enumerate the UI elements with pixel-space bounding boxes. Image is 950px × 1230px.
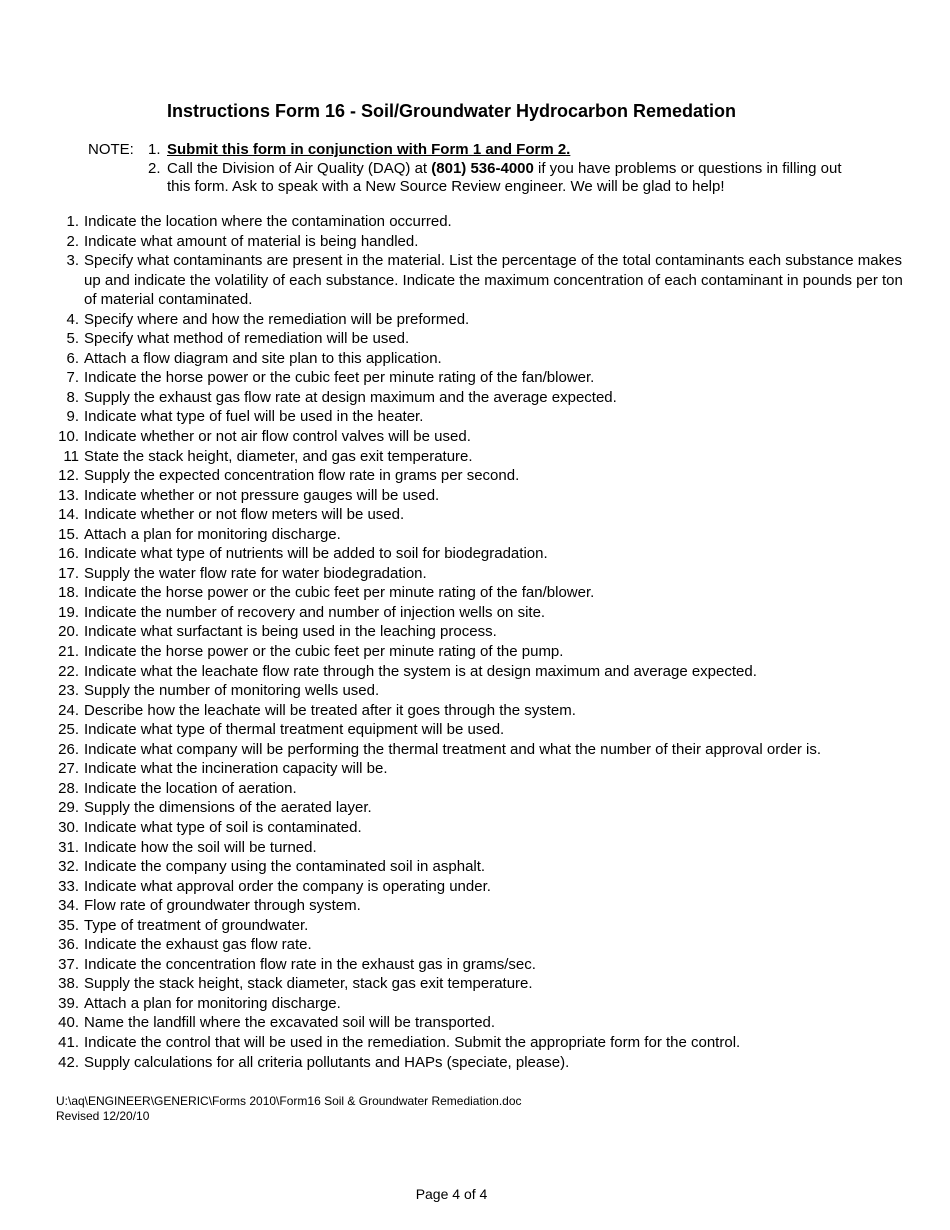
instruction-number: 35.	[58, 916, 79, 934]
instruction-number: 7.	[66, 369, 79, 387]
instruction-item	[50, 994, 910, 1014]
instruction-number: 11	[63, 447, 79, 465]
instruction-number: 40.	[58, 1014, 79, 1032]
instruction-text: Name the landfill where the excavated soil will be transported.	[84, 1014, 496, 1032]
instruction-text: Indicate the location of aeration.	[84, 779, 297, 797]
note-label: NOTE:	[88, 141, 134, 158]
instruction-text: Flow rate of groundwater through system.	[84, 897, 361, 915]
instruction-item	[50, 955, 910, 975]
instruction-number: 37.	[58, 955, 79, 973]
instruction-number: 6.	[66, 349, 79, 367]
instruction-number: 31.	[58, 838, 79, 856]
instruction-item	[50, 1033, 910, 1053]
instruction-text: Indicate the location where the contamination occurred.	[84, 213, 452, 230]
instruction-item	[50, 349, 910, 369]
instruction-text: Attach a plan for monitoring discharge.	[84, 994, 341, 1012]
instruction-text: Supply calculations for all criteria pollutants and HAPs (speciate, please).	[84, 1053, 570, 1071]
instruction-item	[50, 642, 910, 662]
instruction-item	[50, 740, 910, 760]
instruction-item	[50, 388, 910, 408]
instruction-text: Supply the water flow rate for water biodegradation.	[84, 564, 427, 582]
instruction-list	[50, 212, 910, 1072]
instruction-number: 4.	[66, 310, 79, 328]
instruction-text: Indicate the concentration flow rate in the exhaust gas in grams/sec.	[84, 955, 536, 973]
instruction-number: 2.	[66, 232, 79, 250]
instruction-text: Supply the stack height, stack diameter, stack gas exit temperature.	[84, 975, 533, 993]
instruction-item	[50, 1053, 910, 1073]
instruction-item	[50, 427, 910, 447]
instruction-text: Indicate the horse power or the cubic feet per minute rating of the fan/blower.	[84, 584, 595, 602]
instruction-text: Supply the number of monitoring wells used.	[84, 682, 380, 700]
instruction-number: 21.	[58, 643, 79, 661]
instruction-item	[50, 251, 910, 310]
instruction-number: 36.	[58, 936, 79, 954]
instruction-text: Describe how the leachate will be treated after it goes through the system.	[84, 701, 576, 719]
instruction-number: 3.	[66, 252, 79, 270]
instruction-item	[50, 935, 910, 955]
instruction-text: Indicate the horse power or the cubic feet per minute rating of the fan/blower.	[84, 369, 595, 387]
instruction-number: 22.	[58, 662, 79, 680]
instruction-item	[50, 564, 910, 584]
instruction-number: 29.	[58, 799, 79, 817]
instruction-item	[50, 838, 910, 858]
note-text: if you have problems or questions in filling out this form. Ask to speak with a New Source Review engineer. We will be glad to help!	[167, 160, 842, 195]
daq-phone-number: (801) 536-4000	[431, 160, 534, 177]
instruction-number: 32.	[58, 858, 79, 876]
instruction-number: 5.	[66, 330, 79, 348]
note-number: 1.	[148, 141, 161, 158]
instruction-text: Indicate what amount of material is being handled.	[84, 232, 419, 250]
instruction-text: Attach a plan for monitoring discharge.	[84, 525, 341, 543]
instruction-item	[50, 466, 910, 486]
instruction-number: 19.	[58, 603, 79, 621]
instruction-text: Indicate what type of nutrients will be added to soil for biodegradation.	[84, 545, 548, 563]
instruction-item	[50, 1013, 910, 1033]
instruction-item	[50, 232, 910, 252]
instruction-text: Indicate what type of fuel will be used in the heater.	[84, 408, 424, 426]
instruction-item	[50, 622, 910, 642]
instruction-number: 23.	[58, 682, 79, 700]
instruction-number: 17.	[58, 564, 79, 582]
instruction-number: 13.	[58, 486, 79, 504]
instruction-text: Indicate what the incineration capacity will be.	[84, 760, 388, 778]
instruction-item	[50, 525, 910, 545]
instruction-item	[50, 759, 910, 779]
instruction-text: Supply the exhaust gas flow rate at design maximum and the average expected.	[84, 388, 617, 406]
instruction-number: 16.	[58, 545, 79, 563]
instruction-text: Specify what method of remediation will be used.	[84, 330, 410, 348]
instruction-item	[50, 857, 910, 877]
instruction-item	[50, 896, 910, 916]
note-text: Submit this form in conjunction with Form 1 and Form 2.	[167, 141, 571, 158]
instruction-item	[50, 701, 910, 721]
instruction-item	[50, 505, 910, 525]
instruction-number: 41.	[58, 1033, 79, 1051]
instruction-item	[50, 603, 910, 623]
instruction-text: State the stack height, diameter, and gas exit temperature.	[84, 447, 473, 465]
instruction-text: Specify where and how the remediation will be preformed.	[84, 310, 470, 328]
instruction-text: Indicate the horse power or the cubic feet per minute rating of the pump.	[84, 643, 564, 661]
instruction-item	[50, 779, 910, 799]
instruction-text: Attach a flow diagram and site plan to this application.	[84, 349, 442, 367]
note-number: 2.	[148, 160, 161, 177]
instruction-number: 39.	[58, 994, 79, 1012]
instruction-number: 20.	[58, 623, 79, 641]
instruction-number: 27.	[58, 760, 79, 778]
instruction-number: 38.	[58, 975, 79, 993]
instruction-item	[50, 681, 910, 701]
instruction-number: 12.	[58, 467, 79, 485]
instruction-text: Indicate how the soil will be turned.	[84, 838, 317, 856]
note-section	[88, 141, 858, 196]
instruction-item	[50, 720, 910, 740]
instruction-text: Indicate what company will be performing the thermal treatment and what the number of their approval order is.	[84, 740, 822, 758]
instruction-item	[50, 583, 910, 603]
instruction-text: Supply the expected concentration flow rate in grams per second.	[84, 467, 520, 485]
instruction-text: Specify what contaminants are present in the material. List the percentage of the total contaminants each substance makes up and indicate the volatility of each substance. Indicate the maximum concentration of each contaminant in pounds per ton of material contaminated.	[84, 252, 903, 309]
page-number: Page 4 of 4	[415, 1186, 488, 1202]
note-text: Call the Division of Air Quality (DAQ) at	[167, 160, 432, 177]
note-item-2	[88, 160, 858, 196]
instruction-number: 33.	[58, 877, 79, 895]
instruction-item	[50, 447, 910, 467]
instruction-item	[50, 798, 910, 818]
instruction-item	[50, 818, 910, 838]
instruction-number: 18.	[58, 584, 79, 602]
instruction-item	[50, 329, 910, 349]
instruction-number: 10.	[58, 428, 79, 446]
instruction-number: 8.	[66, 388, 79, 406]
file-path: U:\aq\ENGINEER\GENERIC\Forms 2010\Form16 Soil & Groundwater Remediation.doc	[56, 1094, 522, 1108]
instruction-text: Indicate what approval order the company is operating under.	[84, 877, 491, 895]
instruction-text: Type of treatment of groundwater.	[84, 916, 309, 934]
instruction-number: 25.	[58, 721, 79, 739]
instruction-item	[50, 662, 910, 682]
instruction-text: Indicate what surfactant is being used in the leaching process.	[84, 623, 497, 641]
instruction-text: Indicate whether or not flow meters will be used.	[84, 506, 405, 524]
instruction-number: 34.	[58, 897, 79, 915]
instruction-item	[50, 544, 910, 564]
instruction-item	[50, 877, 910, 897]
instruction-item	[50, 310, 910, 330]
instruction-text: Indicate the company using the contaminated soil in asphalt.	[84, 858, 486, 876]
instruction-number: 26.	[58, 740, 79, 758]
instruction-text: Indicate the number of recovery and number of injection wells on site.	[84, 603, 546, 621]
instruction-text: Indicate whether or not air flow control valves will be used.	[84, 428, 471, 446]
instruction-number: 30.	[58, 818, 79, 836]
instruction-number: 42.	[58, 1053, 79, 1071]
instruction-number: 9.	[66, 408, 79, 426]
instruction-item	[50, 486, 910, 506]
instruction-text: Indicate what type of soil is contaminated.	[84, 818, 362, 836]
instruction-item	[50, 212, 910, 232]
instruction-number: 28.	[58, 779, 79, 797]
document-footer	[56, 1094, 522, 1124]
instruction-number: 14.	[58, 506, 79, 524]
instruction-item	[50, 368, 910, 388]
instruction-text: Supply the dimensions of the aerated layer.	[84, 799, 372, 817]
instruction-text: Indicate what type of thermal treatment equipment will be used.	[84, 721, 505, 739]
instruction-text: Indicate the control that will be used in the remediation. Submit the appropriate form for the control.	[84, 1033, 741, 1051]
instruction-number: 15.	[58, 525, 79, 543]
instruction-item	[50, 974, 910, 994]
instruction-text: Indicate the exhaust gas flow rate.	[84, 936, 312, 954]
instruction-text: Indicate what the leachate flow rate through the system is at design maximum and average expected.	[84, 662, 757, 680]
instruction-item	[50, 916, 910, 936]
instruction-item	[50, 407, 910, 427]
page-title: Instructions Form 16 - Soil/Groundwater Hydrocarbon Remedation	[166, 101, 737, 121]
note-item-1	[88, 141, 858, 159]
revision-date: Revised 12/20/10	[56, 1109, 150, 1123]
instruction-text: Indicate whether or not pressure gauges will be used.	[84, 486, 440, 504]
instruction-number: 1.	[66, 213, 79, 230]
instruction-number: 24.	[58, 701, 79, 719]
